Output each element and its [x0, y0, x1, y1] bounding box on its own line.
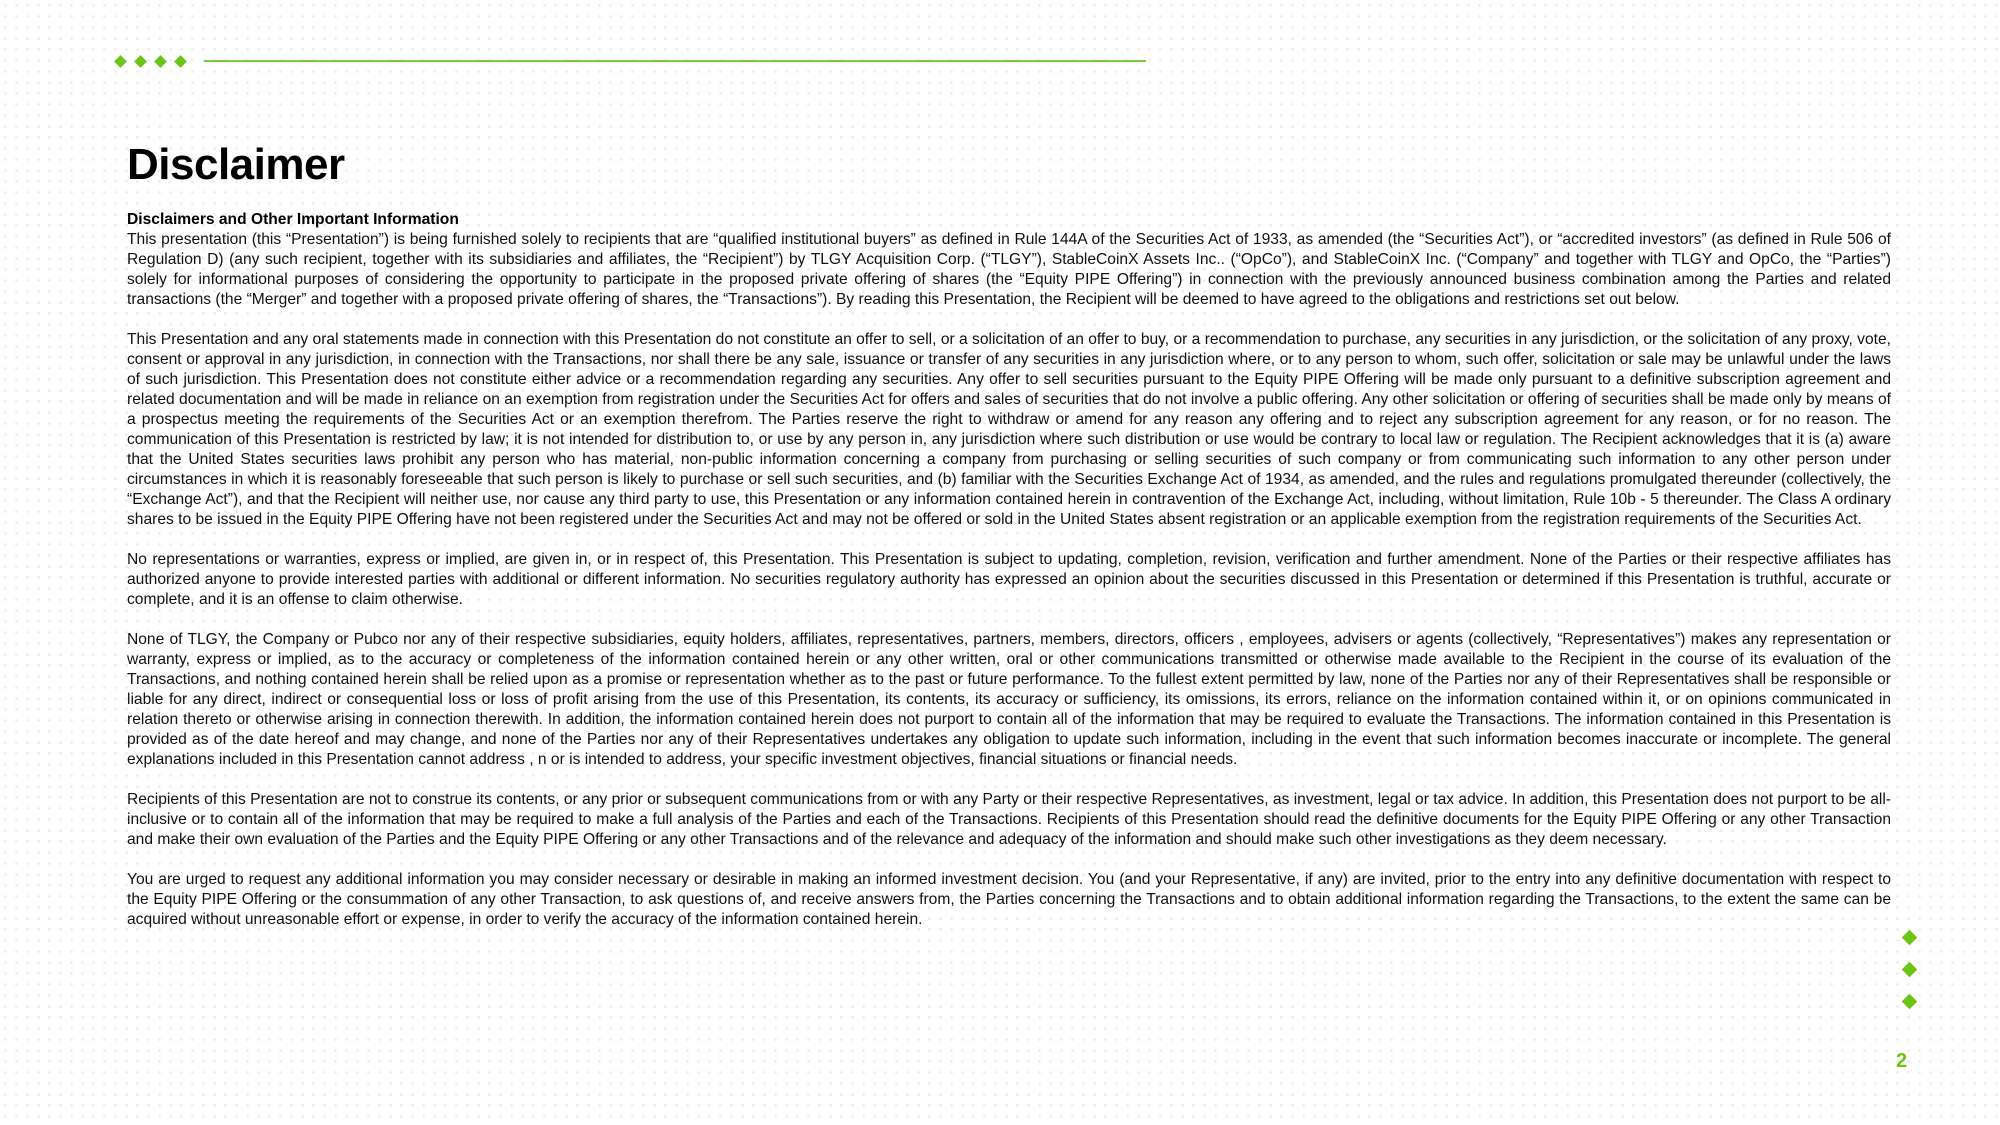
paragraph-representatives: None of TLGY, the Company or Pubco nor any of their respective subsidiaries, equity holders, affiliates, representatives, partners, members, directors, officers , employees, advisers or agents (collectively, “Representatives”) makes any representation or warranty, express or implied, as to the accuracy or completeness of the information contained herein or any other written, oral or other communications transmitted or otherwise made available to the Recipient in the course of its evaluation of the Transactions, and nothing contained herein shall be relied upon as a promise or representation whether as to the past or future performance. To the fullest extent permitted by law, none of the Parties nor any of their Representatives shall be responsible or liable for any direct, indirect or consequential loss or loss of profit arising from the use of this Presentation, its contents, its accuracy or sufficiency, its omissions, its errors, reliance on the information contained within it, or on opinions communicated in relation thereto or otherwise arising in connection therewith. In addition, the information contained herein does not purport to contain all of the information that may be required to evaluate the Transactions. The information contained in this Presentation is provided as of the date hereof and may change, and none of the Parties nor any of their Representatives undertakes any obligation to update such information, including in the event that such information becomes inaccurate or incomplete. The general explanations included in this Presentation cannot address , n or is intended to address, your specific investment objectives, financial situations or financial needs.: [127, 631, 1891, 768]
disclaimer-body: [127, 210, 1891, 950]
paragraph-not-advice: Recipients of this Presentation are not to construe its contents, or any prior or subsequent communications from or with any Party or their respective Representatives, as investment, legal or tax advice. In addition, this Presentation does not purport to be all-inclusive or to contain all of the information that may be required to make a full analysis of the Parties and each of the Transactions. Recipients of this Presentation should read the definitive documents for the Equity PIPE Offering or any other Transaction and make their own evaluation of the Parties and the Equity PIPE Offering or any other Transactions and of the relevance and adequacy of the information and should make such other investigations as they deem necessary.: [127, 791, 1891, 848]
paragraph-intro: This presentation (this “Presentation”) is being furnished solely to recipients that are “qualified institutional buyers” as defined in Rule 144A of the Securities Act of 1933, as amended (the “Securities Act”), or “accredited investors” (as defined in Rule 506 of Regulation D) (any such recipient, together with its subsidiaries and affiliates, the “Recipient”) by TLGY Acquisition Corp. (“TLGY”), StableCoinX Assets Inc.. (“OpCo”), and StableCoinX Inc. (“Company” and together with TLGY and OpCo, the “Parties”) solely for informational purposes of considering the opportunity to participate in the proposed private offering of shares (the “Equity PIPE Offering”) in connection with the previously announced business combination among the Parties and related transactions (the “Merger” and together with a proposed private offering of shares, the “Transactions”). By reading this Presentation, the Recipient will be deemed to have agreed to the obligations and restrictions set out below.: [127, 231, 1891, 308]
diamond-icon: [114, 55, 127, 68]
diamond-icon: [174, 55, 187, 68]
paragraph-additional-info: You are urged to request any additional information you may consider necessary or desirable in making an informed investment decision. You (and your Representative, if any) are invited, prior to the entry into any definitive documentation with respect to the Equity PIPE Offering or the consummation of any other Transaction, to ask questions of, and receive answers from, the Parties concerning the Transactions and to obtain additional information regarding the Transactions, to the extent the same can be acquired without unreasonable effort or expense, in order to verify the accuracy of the information contained herein.: [127, 871, 1891, 928]
header-divider-line: [204, 60, 1146, 62]
page-number: 2: [1896, 1050, 1908, 1072]
paragraph-no-offer: This Presentation and any oral statements made in connection with this Presentation do not constitute an offer to sell, or a solicitation of an offer to buy, or a recommendation to purchase, any securities in any jurisdiction, or the solicitation of any proxy, vote, consent or approval in any jurisdiction, in connection with the Transactions, nor shall there be any sale, issuance or transfer of any securities in any jurisdiction where, or to any person to whom, such offer, solicitation or sale may be unlawful under the laws of such jurisdiction. This Presentation does not constitute either advice or a recommendation regarding any securities. Any offer to sell securities pursuant to the Equity PIPE Offering will be made only pursuant to a definitive subscription agreement and related documentation and will be made in reliance on an exemption from registration under the Securities Act for offers and sales of securities that do not involve a public offering. Any other solicitation or offering of securities shall be made only by means of a prospectus meeting the requirements of the Securities Act or an exemption therefrom. The Parties reserve the right to withdraw or amend for any reason any offering and to reject any subscription agreement for any reason, or for no reason. The communication of this Presentation is restricted by law; it is not intended for distribution to, or use by any person in, any jurisdiction where such distribution or use would be contrary to local law or regulation. The Recipient acknowledges that it is (a) aware that the United States securities laws prohibit any person who has material, non-public information concerning a company from purchasing or selling securities of such company or from communicating such information to any other person under circumstances in which it is reasonably foreseeable that such person is likely to purchase or sell such securities, and (b) familiar with the Securities Exchange Act of 1934, as amended, and the rules and regulations promulgated thereunder (collectively, the “Exchange Act”), and that the Recipient will neither use, nor cause any third party to use, this Presentation or any information contained herein in contravention of the Exchange Act, including, without limitation, Rule 10b - 5 thereunder. The Class A ordinary shares to be issued in the Equity PIPE Offering have not been registered under the Securities Act and may not be offered or sold in the United States absent registration or an applicable exemption from the registration requirements of the Securities Act.: [127, 331, 1891, 528]
diamond-icon: [1902, 994, 1918, 1010]
diamond-icon: [1902, 962, 1918, 978]
diamond-icon: [1902, 930, 1918, 946]
paragraph-no-warranties: No representations or warranties, express or implied, are given in, or in respect of, this Presentation. This Presentation is subject to updating, completion, revision, verification and further amendment. None of the Parties or their respective affiliates has authorized anyone to provide interested parties with additional or different information. No securities regulatory authority has expressed an opinion about the securities discussed in this Presentation or determined if this Presentation is truthful, accurate or complete, and it is an offense to claim otherwise.: [127, 551, 1891, 608]
header-decoration: [116, 50, 1146, 72]
section-heading: Disclaimers and Other Important Information: [127, 211, 459, 228]
side-decoration: [1904, 932, 1918, 1028]
diamond-icon: [154, 55, 167, 68]
diamond-icon: [134, 55, 147, 68]
page-title: Disclaimer: [127, 140, 345, 189]
